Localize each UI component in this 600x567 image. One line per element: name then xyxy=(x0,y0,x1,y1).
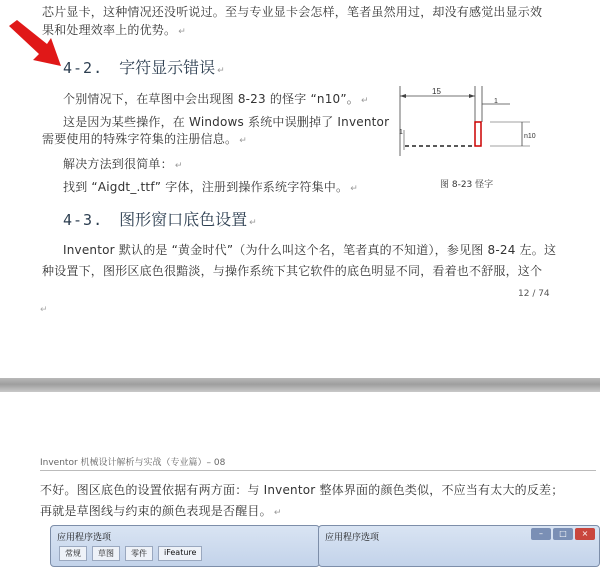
dim-label-left: 1 xyxy=(399,129,403,136)
red-arrow-icon xyxy=(5,20,65,68)
tab-part[interactable]: 零件 xyxy=(125,546,153,561)
body-line: 果和处理效率上的优势。 ↵ xyxy=(42,23,186,37)
minimize-icon[interactable]: – xyxy=(531,528,551,540)
header-rule xyxy=(40,470,596,471)
body-line: 需要使用的特殊字符集的注册信息。 ↵ xyxy=(42,132,247,146)
body-line: 个别情况下，在草图中会出现图 8-23 的怪字 “n10”。 ↵ xyxy=(63,92,369,106)
options-dialog-window[interactable] xyxy=(50,525,320,567)
tab-sketch[interactable]: 草图 xyxy=(92,546,120,561)
tab-general[interactable]: 常规 xyxy=(59,546,87,561)
heading-character-display-error: 4-2. 字符显示错误 ↵ xyxy=(63,58,225,77)
dialog-tabs xyxy=(59,546,202,561)
page-header: Inventor 机械设计解析与实战（专业篇）– 08 xyxy=(40,458,226,468)
body-line: 芯片显卡，这种情况还没听说过。至与专业显卡会怎样，笔者虽然用过，却没有感觉出显示效 xyxy=(42,5,543,19)
body-line: 不好。图区底色的设置依据有两方面：与 Inventor 整体界面的颜色类似，不应当有太大的反差； xyxy=(40,483,564,497)
maximize-icon[interactable]: □ xyxy=(553,528,573,540)
close-icon[interactable]: × xyxy=(575,528,595,540)
options-dialog-window-2[interactable] xyxy=(318,525,600,567)
body-line: Inventor 默认的是 “黄金时代”（为什么叫这个名，笔者真的不知道），参见图 8-24 左。这 xyxy=(63,243,557,257)
tab-ifeature[interactable]: iFeature xyxy=(158,546,202,561)
dim-label-15: 15 xyxy=(432,87,441,96)
paragraph-mark: ↵ xyxy=(40,305,48,315)
body-line: 找到 “Aigdt_.ttf” 字体，注册到操作系统字符集中。 ↵ xyxy=(63,180,358,194)
dialog-title: 应用程序选项 xyxy=(57,533,112,543)
page-gap xyxy=(0,378,600,392)
body-line: 解决方法到很简单： ↵ xyxy=(63,157,183,171)
figure-caption: 图 8-23 怪字 xyxy=(440,180,494,190)
body-line: 再就是草图线与约束的颜色表现是否醒目。 ↵ xyxy=(40,504,282,518)
dim-label-n10: n10 xyxy=(524,133,536,140)
page-number: 12 / 74 xyxy=(518,289,550,299)
body-line: 这是因为某些操作，在 Windows 系统中误删掉了 Inventor xyxy=(63,115,390,129)
heading-window-background: 4-3. 图形窗口底色设置 ↵ xyxy=(63,210,257,229)
dim-label-1: 1 xyxy=(494,98,498,105)
body-line: 种设置下，图形区底色很黯淡，与操作系统下其它软件的底色明显不同，看着也不舒服，这个 xyxy=(42,264,543,278)
dialog-title: 应用程序选项 xyxy=(325,533,380,543)
